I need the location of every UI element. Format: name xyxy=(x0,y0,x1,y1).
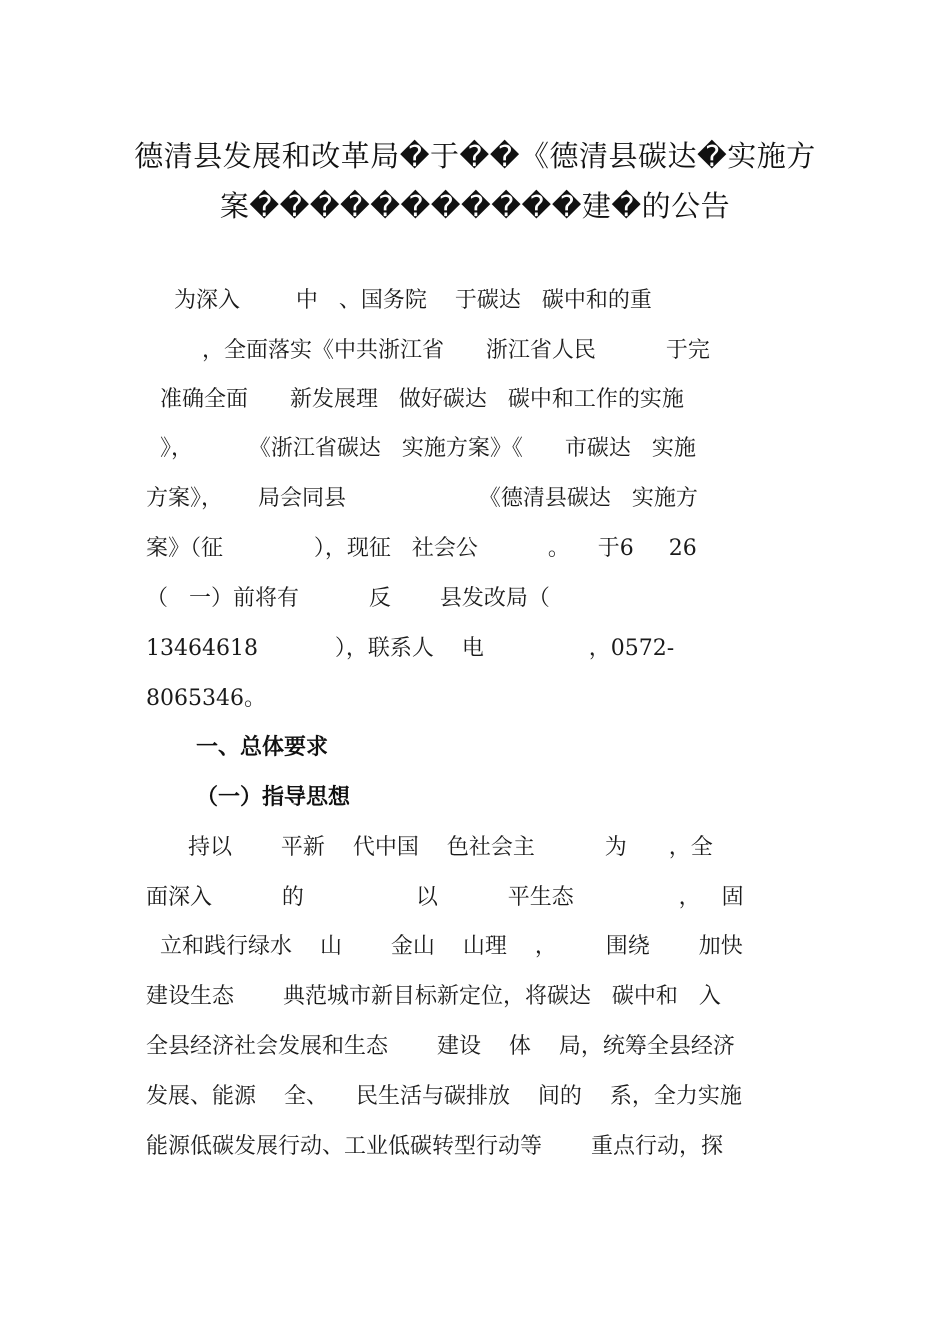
intro-line-3: 准确全面 新发展理 做好碳达 碳中和工作的实施 xyxy=(146,387,684,412)
guiding-line-3: 立和践行绿水 山 金山 山理 ， 围绕 加快 xyxy=(146,934,743,959)
guiding-line-2: 面深入 的 以 平生态 ， 固 xyxy=(146,885,744,910)
guiding-line-6: 发展、能源 全、 民生活与碳排放 间的 系，全力实施 xyxy=(146,1084,742,1109)
intro-line-8: 13464618 ），联系人 电 ，0572- xyxy=(146,636,675,661)
document-title-line-1: 德清县发展和改革局�于��《德清县碳达�实施方 xyxy=(134,139,816,173)
intro-line-4: 》， 《浙江省碳达 实施方案》《 市碳达 实施 xyxy=(146,436,696,461)
guiding-line-4: 建设生态 典范城市新目标新定位，将碳达 碳中和 入 xyxy=(146,984,721,1009)
guiding-line-5: 全县经济社会发展和生态 建设 体 局，统筹全县经济 xyxy=(146,1034,735,1059)
intro-line-1: 为深入 中 、国务院 于碳达 碳中和的重 xyxy=(146,288,652,313)
document-title-line-2: 案�����������建�的公告 xyxy=(219,189,731,223)
guiding-line-7: 能源低碳发展行动、工业低碳转型行动等 重点行动，探 xyxy=(146,1134,723,1159)
section-heading-overall-requirements: 一、总体要求 xyxy=(196,735,329,760)
intro-line-2: ，全面落实《中共浙江省 浙江省人民 于完 xyxy=(146,338,710,363)
intro-line-7: （ 一）前将有 反 县发改局（ xyxy=(146,586,550,611)
intro-line-6: 案》（征 ），现征 社会公 。 于6 26 xyxy=(146,536,697,561)
subsection-heading-guiding-ideology: （一）指导思想 xyxy=(196,785,351,810)
intro-line-5: 方案》， 局会同县 《德清县碳达 实施方 xyxy=(146,486,698,511)
intro-line-9: 8065346。 xyxy=(146,686,266,711)
guiding-line-1: 持以 平新 代中国 色社会主 为 ，全 xyxy=(146,835,713,860)
